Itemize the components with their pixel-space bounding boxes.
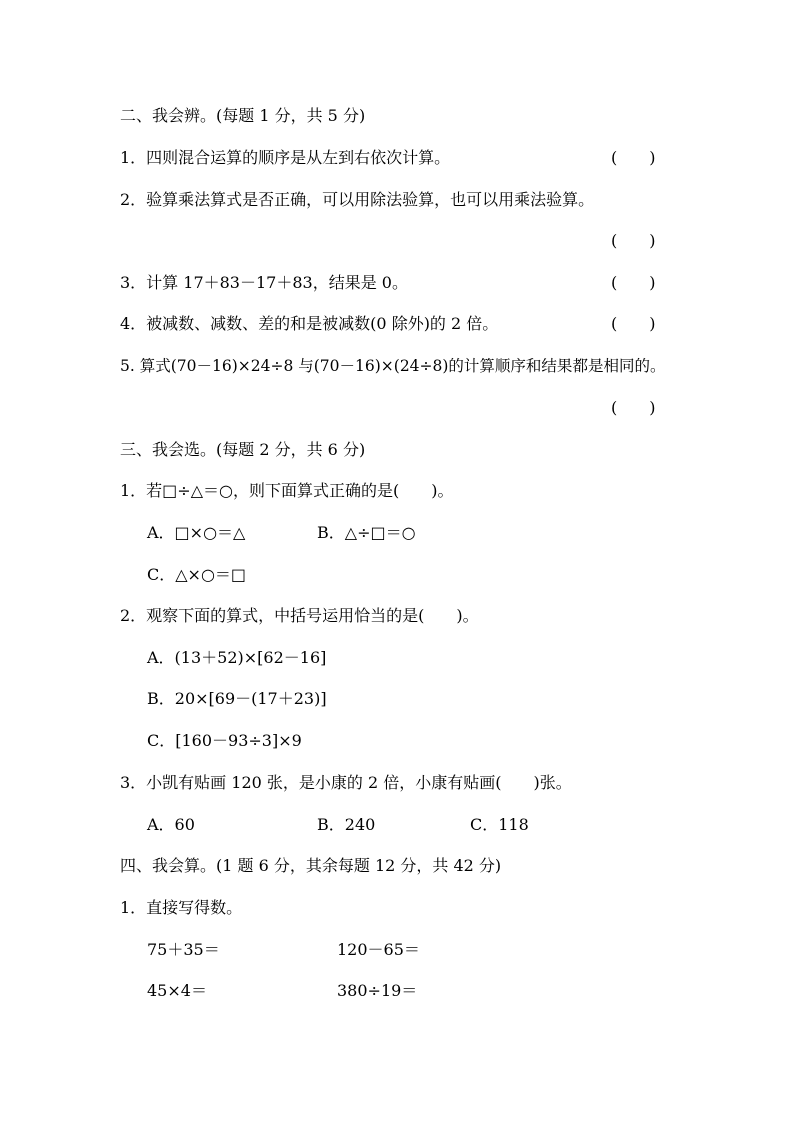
s2-answer-blank-4[interactable]: ( ) — [611, 314, 656, 333]
s3-q2-option-c[interactable]: C．[160－93÷3]×9 — [147, 731, 302, 750]
s4-expr-2: 120－65＝ — [337, 940, 420, 959]
section-2-title: 二、我会辨。(每题 1 分，共 5 分) — [120, 106, 366, 125]
s4-expr-3: 45×4＝ — [147, 981, 207, 1000]
section-4-title: 四、我会算。(1 题 6 分，其余每题 12 分，共 42 分) — [120, 856, 502, 875]
s3-q3-option-b[interactable]: B．240 — [317, 815, 376, 834]
s3-q2-stem: 2．观察下面的算式，中括号运用恰当的是( )。 — [120, 606, 479, 625]
s2-answer-blank-1[interactable]: ( ) — [611, 148, 656, 167]
s3-q1-option-b[interactable]: B．△÷□＝○ — [317, 523, 416, 542]
s2-answer-blank-5[interactable]: ( ) — [611, 398, 656, 417]
s4-q1-stem: 1．直接写得数。 — [120, 898, 243, 917]
s2-question-5: 5. 算式(70－16)×24÷8 与(70－16)×(24÷8)的计算顺序和结果都是相同的。 — [120, 357, 666, 375]
s3-q1-stem: 1．若□÷△＝○，则下面算式正确的是( )。 — [120, 481, 454, 500]
section-3-title: 三、我会选。(每题 2 分，共 6 分) — [120, 440, 366, 459]
s4-expr-4: 380÷19＝ — [337, 981, 418, 1000]
s2-question-1: 1．四则混合运算的顺序是从左到右依次计算。 — [120, 148, 451, 167]
s2-question-3: 3．计算 17＋83－17＋83，结果是 0。 — [120, 273, 408, 292]
s3-q3-stem: 3．小凯有贴画 120 张，是小康的 2 倍，小康有贴画( )张。 — [120, 773, 572, 792]
s3-q1-option-c[interactable]: C．△×○＝□ — [147, 565, 247, 584]
s3-q3-option-a[interactable]: A．60 — [147, 815, 195, 834]
s2-question-2: 2．验算乘法算式是否正确，可以用除法验算，也可以用乘法验算。 — [120, 190, 595, 209]
s4-expr-1: 75＋35＝ — [147, 940, 220, 959]
s2-answer-blank-3[interactable]: ( ) — [611, 273, 656, 292]
s2-question-4: 4．被减数、减数、差的和是被减数(0 除外)的 2 倍。 — [120, 314, 499, 333]
s2-answer-blank-2[interactable]: ( ) — [611, 231, 656, 250]
s3-q1-option-a[interactable]: A．□×○＝△ — [147, 523, 246, 542]
s3-q3-option-c[interactable]: C．118 — [470, 815, 529, 834]
s3-q2-option-b[interactable]: B．20×[69－(17＋23)] — [147, 689, 327, 708]
s3-q2-option-a[interactable]: A．(13＋52)×[62－16] — [147, 648, 327, 667]
